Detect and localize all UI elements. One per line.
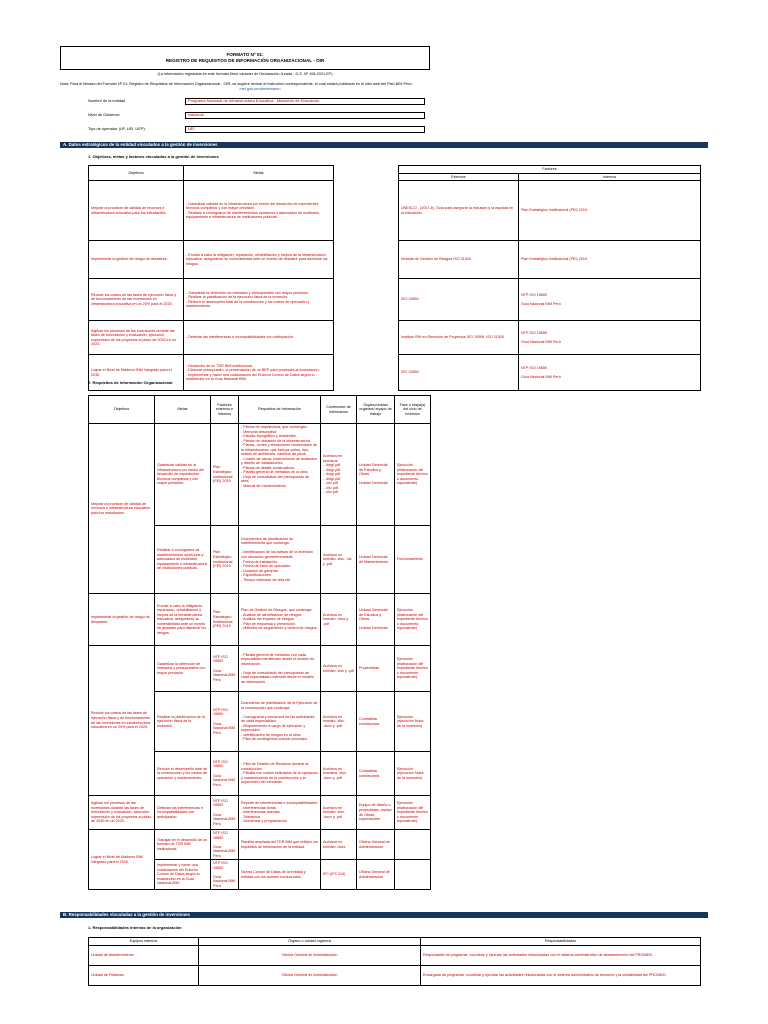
table-row xyxy=(89,279,701,321)
th-factores: Factores xyxy=(399,166,701,174)
a-internos: NTP ISO 19650 Guía Nacional BIM Perú xyxy=(519,321,701,355)
entity-name-value: Programa Nacional de Infraestructura Educativa - Ministerio de Educación xyxy=(188,98,320,104)
a-externos: Normas de Gestión de Riesgos ISO 31000 xyxy=(399,241,519,279)
req-objetivo: Implementar la gestión de riesgo de desastres. xyxy=(89,594,155,646)
th-metas: Metas xyxy=(184,166,334,181)
section-b-subtitle: 1. Responsabilidades internas de la organización xyxy=(88,925,182,930)
req-contenedor: Archivos en formato .xlsx, .docx y .pdf xyxy=(321,692,357,752)
gov-level-value: Nacional xyxy=(188,112,204,118)
a-externos: ISO 19650 xyxy=(399,355,519,391)
table-row xyxy=(89,945,701,965)
th-req-2: Factores externos e internos xyxy=(211,396,239,424)
req-objetivo: Reducir los costos de las fases de ejecución física y de funcionamiento de las inversiones en infraestructura educativa en un 20% para el 2025. xyxy=(89,646,155,796)
a-internos: Plan Estratégico Institucional (PEI) 2019 xyxy=(519,181,701,241)
table-row xyxy=(89,830,431,860)
th-objetivos: Objetivos xyxy=(89,166,184,181)
req-objetivo: Lograr el Nivel de Madurez BIM integrado para el 2030. xyxy=(89,830,155,890)
declaration-text: (La información registrada en este formato tiene carácter de Declaración Jurada - D.S. Nº 108-2021-EF) xyxy=(157,72,333,76)
req-fase xyxy=(395,860,431,890)
section-a-header: A. Datos estratégicos de la entidad vinculados a la gestión de inversiones xyxy=(60,142,708,148)
req-requisitos: - Plan de Gestión de Residuos durante la construcción. - Planilla con costos estimados de la operación y mantenimiento de la construcción y la supervisión del inmueble. xyxy=(239,752,321,796)
a-objetivo: Mejorar la provisión de calidad de recursos e infraestructura educativa para los estudiantes. xyxy=(89,181,184,241)
req-fase: Ejecución (elaboración del expediente técnico o documento equivalente) xyxy=(395,424,431,526)
th-externos: Externos xyxy=(399,173,519,181)
req-organo: Contratista constructora xyxy=(357,692,395,752)
responsibilities-table xyxy=(88,937,701,986)
req-requisitos: Documento de planificación de la Ejecución de la construcción que contenga: - Cronograma y secuencia de las actividades de cada especialidad. - Requerimiento a cargo de ejecución y supervisión. - Identificación de riesgos en la obra. - Plan de contingencia cuando proceden. xyxy=(239,692,321,752)
req-meta: Detectar las interferencias e incompatibilidades con anticipación. xyxy=(155,796,211,830)
th-organo: Órgano o unidad orgánica xyxy=(199,938,421,946)
note-link[interactable]: mef.gob.pe/planbimperu xyxy=(239,87,281,91)
a-internos: Plan Estratégico Institucional (PEI) 2019 xyxy=(519,241,701,279)
req-contenedor: Archivos en formato .docx y .pdf xyxy=(321,594,357,646)
table-row xyxy=(89,424,431,526)
req-factores: NTP ISO 19650 Guía Nacional BIM Perú xyxy=(211,752,239,796)
req-contenedor: Archivos en formato .xlsx, .docx y .pdf xyxy=(321,796,357,830)
a-objetivo: Reducir los costos de las fases de ejecución física y de funcionamiento de las inversiones en infraestructura educativa en un 20% para el 2025. xyxy=(89,279,184,321)
req-organo: Unidad Gerencial de Estudios y Obras Unidad Gerencial xyxy=(357,424,395,526)
req-fase: Ejecución (elaboración del expediente técnico o documento equivalente) xyxy=(395,646,431,692)
th-responsabilidades: Responsabilidades xyxy=(421,938,701,946)
req-contenedor: Archivos en formatos: - .dwg/.pdf - .dwg/.pdf - .dwg/.pdf - .dwg/.pdf - .xls/.pdf - .xls/.pdf - .xls/.pdf xyxy=(321,424,357,526)
section-b-header: B. Responsabilidades vinculadas a la gestión de inversiones xyxy=(60,912,708,918)
req-requisitos: - Planos de arquitectura, que contengan: - Memoria descriptiva - Estudio topográfico y ambientes. - Planos de ubicación de la infraestructura. - Planos, cortes y elevaciones conservados de la infraestructura, que incluya cortes, tipo, estado de ambientes, cambios de pisos. - Cuadro de vanos, instrucciones de acabados y diseño de instalaciones. - Planos de detalle constructivos. - Planilla general de metrados de la obra. - Hoja de consolidado del presupuesto de obra. - Manual de mantenimiento. xyxy=(239,424,321,526)
table-row xyxy=(89,646,431,692)
req-factores: NTP ISO 19650 Guía Nacional BIM Perú xyxy=(211,830,239,860)
b-resp: Responsable de programar, coordinar y ejecutar las actividades relacionadas con el sistema administrativo de abastecimiento del PRONIED. xyxy=(421,945,701,965)
table-row xyxy=(89,965,701,985)
req-organo: Oficina General de Administración xyxy=(357,830,395,860)
req-objetivo: Agilizar los procesos de las inversiones durante las fases de formulación y evaluación, ejecución, supervisión de los proyectos al plazo de 2030 en un 2023. xyxy=(89,796,155,830)
gov-level-field[interactable] xyxy=(185,112,425,119)
a-metas: - Detectar las interferencias e incompatibilidades con anticipación. xyxy=(184,321,334,355)
a-internos: NTP ISO 19650 Guía Nacional BIM Perú xyxy=(519,355,701,391)
req-organo: Proyectistas xyxy=(357,646,395,692)
req-factores: Plan Estratégico Institucional (PEI) 2019 xyxy=(211,594,239,646)
form-title-box xyxy=(60,46,430,70)
req-fase xyxy=(395,830,431,860)
b-equipo: Unidad de Finanzas xyxy=(89,965,199,985)
req-meta: Implementar y hacer una colaboración del Entorno Común de Datos según lo establecido en la Guía Nacional BIM. xyxy=(155,860,211,890)
req-organo: Contratista constructora xyxy=(357,752,395,796)
form-title-line1: FORMATO Nº 01: xyxy=(226,52,264,57)
req-contenedor: Archivos en formato .docx xyxy=(321,830,357,860)
req-fase: Ejecución (elaboración del expediente técnico o documento equivalente) xyxy=(395,796,431,830)
table-row xyxy=(89,321,701,355)
req-organo: Equipo de diseño o proyectistas, equipo de Obras, supervisores xyxy=(357,796,395,830)
entity-name-label: Nombre de la entidad xyxy=(88,98,126,103)
a-metas: - Garantizar calidad en la infraestructura por medio del desarrollo de expedientes técnicos completos y con mayor precisión. - Realizar a cronograma de mantenimientos oportunos y adecuados de mobiliario, equipamiento e infraestructura de instituciones públicas. xyxy=(184,181,334,241)
req-requisitos: Plan de Gestión de Riesgos, que contenga: - Análisis de identificación de riesgos. - Análisis del impacto de riesgos. - Plan de respuesta y prevención. - Métodos de seguimiento y control de riesgos. xyxy=(239,594,321,646)
a-externos: Instituto PMI en Dirección de Proyectos ISO 10006, ISO 21500 xyxy=(399,321,519,355)
a-externos: UNESCO - (2017-b). Guía para asegurar la inclusión y la equidad en la educación. xyxy=(399,181,519,241)
req-requisitos: - Planilla general de metrados con cada especialidad identificado desde el modelo de información. - Hoja de consolidado del presupuesto de cada especialidad obtenida desde el modelo de información. xyxy=(239,646,321,692)
req-requisitos: Plantilla ampliada del TDR BIM que reflejen los requisitos de información de la entidad. xyxy=(239,830,321,860)
b-equipo: Unidad de Abastecimiento xyxy=(89,945,199,965)
a-objetivo: Agilizar los procesos de las inversiones durante las fases de formulación y evaluación, ejecución, supervisión de los proyectos al plazo de 2030 en un 2023. xyxy=(89,321,184,355)
req-fase: Funcionamiento xyxy=(395,526,431,594)
b-organo: Oficina General de Administración xyxy=(199,965,421,985)
req-meta: Garantizar la obtención de metrados y presupuestos con mayor precisión. xyxy=(155,646,211,692)
req-requisitos: Documentos de planificación de mantenimiento que contenga: - Identificación de los activos de la inversión con ubicación georreferenciada. - Fecha de instalación. - Fecha de inicio de operación. - Duración de garantía. - Especificaciones. - Tiempo estimado de vida útil. xyxy=(239,526,321,594)
req-organo: Unidad Gerencial de Mantenimiento xyxy=(357,526,395,594)
th-req-4: Contenedor de información xyxy=(321,396,357,424)
req-contenedor: Archivos en formato .xlsx, .xls y .pdf xyxy=(321,526,357,594)
req-objetivo: Mejorar la provisión de calidad de recursos e infraestructura educativa para los estudiantes. xyxy=(89,424,155,594)
req-meta: Reducir el desempeño total de la construcción y los costos de operación y mantenimiento. xyxy=(155,752,211,796)
note-body: Nota: Para el llenado del Formato Nº 01: Registro de Requisitos de Información Organizacional - OIR, se sugiere revisar el instructivo correspondiente, el cual estará publicado en el sitio web del Plan BIM Perú: xyxy=(60,82,413,86)
th-equipos: Equipos internos xyxy=(89,938,199,946)
req-fase: Ejecución (elaboración del expediente técnico o documento equivalente) xyxy=(395,594,431,646)
req-factores: Plan Estratégico Institucional (PEI) 2019 xyxy=(211,424,239,526)
a-externos: ISO 19650 xyxy=(399,279,519,321)
req-contenedor: Archivos en formatos .xlsx, .docx y .pdf xyxy=(321,752,357,796)
req-contenedor: Archivos en formato .xlsx y .pdf xyxy=(321,646,357,692)
a-metas: - Garantizar la obtención de metrados y presupuestos con mayor precisión. - Realizar la planificación de la ejecución física de la inversión. - Reducir el desempeño total de la construcción y los costos de operación y mantenimiento. xyxy=(184,279,334,321)
req-organo: Unidad Gerencial de Estudios y Obras Unidad Gerencial xyxy=(357,594,395,646)
th-req-3: Requisitos de Información xyxy=(239,396,321,424)
table-row xyxy=(89,594,431,646)
b-organo: Oficina General de Administración xyxy=(199,945,421,965)
req-requisitos: Norma Común de Datos de la entidad y entidad con los actores involucrados. xyxy=(239,860,321,890)
req-factores: NTP ISO 19650 Guía Nacional BIM Perú xyxy=(211,692,239,752)
req-fase: Ejecución (ejecución física de la inversión) xyxy=(395,752,431,796)
th-req-5: Órgano/unidad orgánica/ equipo de trabajo xyxy=(357,396,395,424)
gov-level-label: Nivel de Gobierno: xyxy=(88,112,121,117)
req-requisitos: Reporte de interferencias e incompatibilidades: - Interferencias duras - Interferencias blandas - Tolerancia - Secuencia y programación xyxy=(239,796,321,830)
req-contenedor: IFC (IFC 2x3) xyxy=(321,860,357,890)
section-a-subtitle: 1. Objetivos, metas y factores vinculados a la gestión de inversiones xyxy=(88,154,219,159)
table-row xyxy=(89,241,701,279)
objectives-table xyxy=(88,165,701,391)
req-meta: Realizar a cronograma de mantenimientos oportunos y adecuados de mobiliario, equipamiento e infraestructura de instituciones públicas. xyxy=(155,526,211,594)
req-meta: Garantizar calidad en la infraestructura por medio del desarrollo de expedientes técnicos completos y con mayor precisión. xyxy=(155,424,211,526)
table-row xyxy=(89,796,431,830)
th-req-1: Metas xyxy=(155,396,211,424)
entity-name-field[interactable] xyxy=(185,98,425,105)
req-meta: Emular a cabo la mitigación, reparación, rehabilitación y mejora de la infraestructura educativa, asegurando su vulnerabilidad ante un evento de desastre para disminuir los riesgos. xyxy=(155,594,211,646)
th-req-0: Objetivos xyxy=(89,396,155,424)
th-internos: Internos xyxy=(519,173,701,181)
requirements-table xyxy=(88,395,431,890)
operator-type-field[interactable] xyxy=(185,126,425,133)
note-text xyxy=(60,82,720,87)
form-title-line2: REGISTRO DE REQUISITOS DE INFORMACIÓN ORGANIZACIONAL - OIR xyxy=(165,57,325,63)
a-internos: NTP ISO 19650 Guía Nacional BIM Perú xyxy=(519,279,701,321)
req-organo: Oficina General de Administración xyxy=(357,860,395,890)
section-2-title: 2. Requisitos de información Organizacional xyxy=(88,380,173,385)
req-factores: NTP ISO 19650 Guía Nacional BIM Perú xyxy=(211,860,239,890)
operator-type-value: UEI xyxy=(188,126,195,132)
req-meta: Trabajar en el desarrollo de un formato de TDR BIM institucional. xyxy=(155,830,211,860)
th-req-6: Fase o etapa(s) del ciclo de inversión xyxy=(395,396,431,424)
a-objetivo: Implementar la gestión de riesgo de desastres. xyxy=(89,241,184,279)
b-resp: Encargada de programar, coordinar y ejecutar las actividades relacionadas con el sistema administrativo de tesorería y la contabilidad del PRONIED. xyxy=(421,965,701,985)
table-row xyxy=(89,181,701,241)
a-objetivo: Lograr el Nivel de Madurez BIM integrado para el 2030. xyxy=(89,355,184,391)
req-factores: Plan Estratégico Institucional (PEI) 2019 xyxy=(211,526,239,594)
operator-type-label: Tipo de operador (UF, UEI, UEP): xyxy=(88,126,146,131)
a-metas: - Desarrollo de un TDR BIM institucional. - Elaborar presupuesto, la presentación de un BEP para proyectos la formulación. - Implementar y hacer una colaboración del Entorno Común de Datos según lo establecido en la Guía Nacional BIM. xyxy=(184,355,334,391)
req-fase: Ejecución (ejecución física de la inversión) xyxy=(395,692,431,752)
req-factores: NTP ISO 19650 Guía Nacional BIM Perú xyxy=(211,796,239,830)
a-metas: - Emular a cabo la mitigación, reparación, rehabilitación y mejora de la infraestructura educativa, asegurando su vulnerabilidad ante un evento de desastre para disminuir los riesgos. xyxy=(184,241,334,279)
req-meta: Realizar la planificación de la ejecución física de la inversión. xyxy=(155,692,211,752)
req-factores: NTP ISO 19650 Guía Nacional BIM Perú xyxy=(211,646,239,692)
